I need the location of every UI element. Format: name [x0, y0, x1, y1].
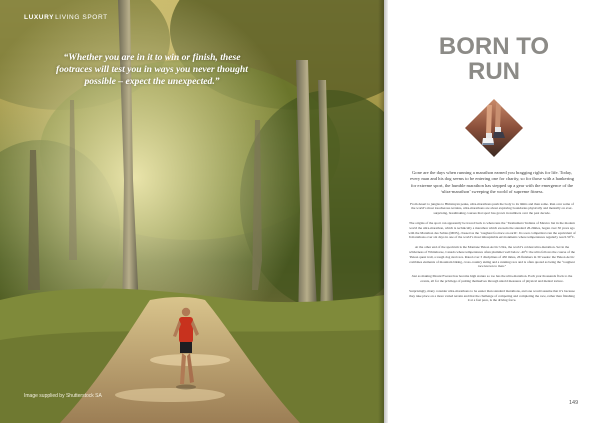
feet-diamond-image: [465, 99, 523, 157]
article-paragraph: The origins of the sport can apparently be traced back to when runs the ‘Tarahumara’ Indians of Mexico but in the modern world the ultra-marathon, which is technically a marathon which exceeds the standard 26.2miles, began over 30 years ago with the Marathon des Sables (MDS), classed as the ‘toughest footrace on earth’. Its soon competitors run the equivalent of 6 marathons over six days in one of the world’s most inhospitable environments where temperatures regularly reach 50°C.: [408, 221, 576, 240]
page-gutter-shadow: [378, 0, 388, 423]
article-body: [408, 170, 576, 308]
article-paragraph: At the other end of the spectrum is the Montane Yukon Arctic Ultra, the world’s coldest ultra-marathon. Set in the wilderness of Whitehorse, Canada where temperatures often plummet well below -40°C the ultra follows the course of the Yukon quest trail, a tough dog sled race. Rated over 3 disciplines of 430 miles, 26 finishers in 30 weeks: the Yukon Arctic combines elements of mountain biking, cross-country skiing and a running race and is often quoted as being the “toughest race known to man.”: [409, 245, 575, 269]
article-title: [400, 34, 588, 84]
article-paragraph: Surprisingly, many consider ultra-marathons to be easier than standard marathons, and one would assume that it’s because they take place on a more varied terrain and that the challenge of competing and completing the race, rather than finishing it at a fast pace, is the driving force.: [409, 288, 575, 303]
photo-credit: Image supplied by Shutterstock SA: [24, 393, 102, 399]
article-paragraph: Just as making Mount Everest has become high stature so too has the ultra-marathon. Each year thousands flock to the events, all for the privilege of putting themselves through untold measures of physical and mental torture.: [411, 274, 573, 283]
article-paragraph: From desert to jungles to Himalayan peaks, ultra-marathons push the body to its limits and then some. Run over some of the world’s most treacherous terrains, ultra-marathons are about exploring boundaries physically and mentally on ever-surprising, breathtaking courses that sport has grown in numbers over the past decade.: [410, 201, 574, 216]
pull-quote: “Whether you are in it to win or finish, these footraces will test you in ways you never thought possible – expect the unexpected.”: [56, 52, 248, 87]
article-title-line-1: BORN TO: [438, 33, 550, 60]
page-number: 149: [569, 400, 579, 406]
magazine-masthead: [24, 14, 108, 21]
article-paragraph: Gone are the days when running a marathon earned you bragging rights for life. Today, every man and his dog seems to be entering one for charity, so for those with a hankering for extreme sport, the humble marathon has stepped up a gear with the emergence of the ‘ultra-marathon’ sweeping the world of supreme fitness.: [409, 170, 574, 195]
masthead-section: LIVING SPORT: [55, 14, 108, 21]
article-page: [388, 0, 600, 423]
article-title-line-2: RUN: [468, 58, 520, 85]
masthead-brand: LUXURY: [24, 14, 55, 21]
